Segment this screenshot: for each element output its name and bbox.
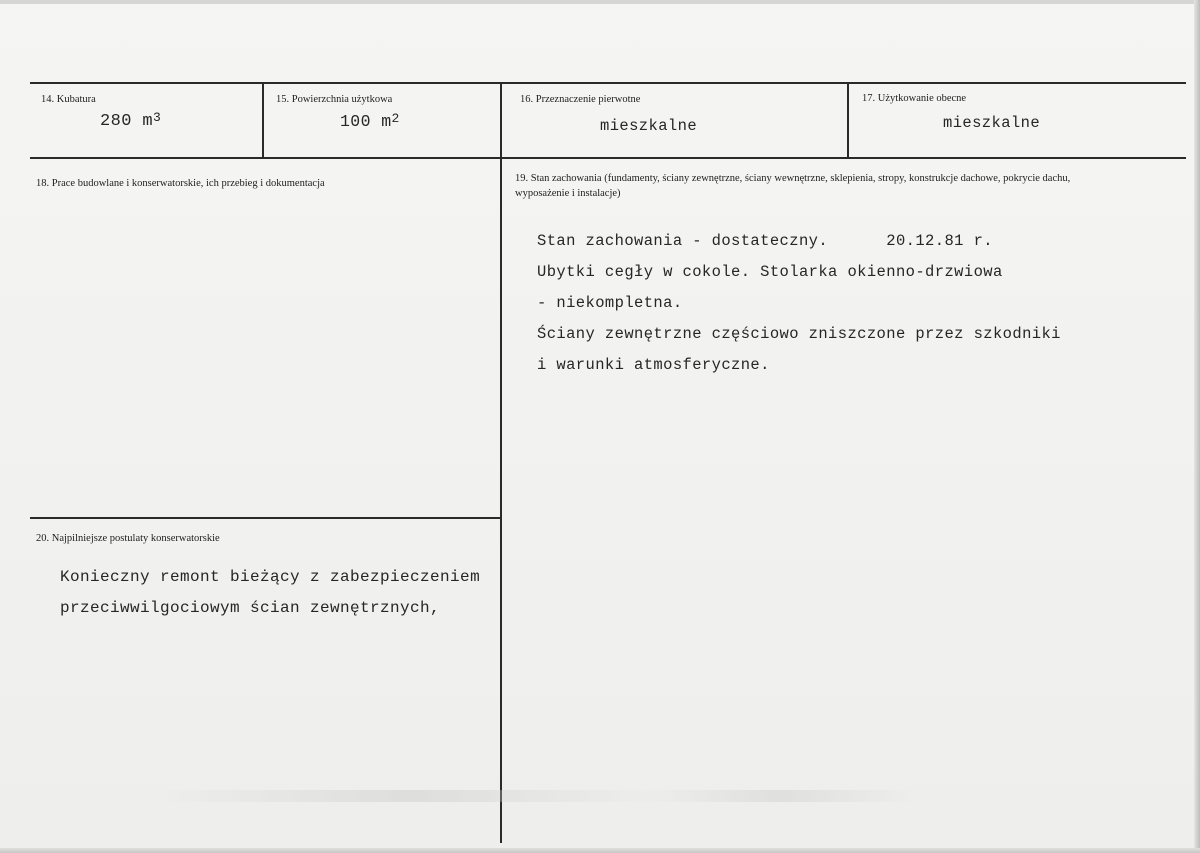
grid-line-box18-bottom [30,517,500,519]
field-14-label: 14. Kubatura [41,94,96,105]
field-20-text [60,562,480,624]
grid-line-top [30,82,1186,84]
field-19-text [537,226,1061,381]
field-19-line: Stan zachowania - dostateczny. 20.12.81 r. [537,232,993,250]
field-19-label: 19. Stan zachowania (fundamenty, ściany zewnętrzne, ściany wewnętrzne, sklepienia, stropy, konstrukcje dachowe, pokrycie dachu, wyposażenie i instalacje) [515,173,1071,199]
field-19-line: i warunki atmosferyczne. [537,356,770,374]
field-17-value: mieszkalne [943,114,1041,132]
field-15-value [340,112,400,131]
card-edge-bottom [0,848,1200,853]
field-15-value-text: 100 m [340,112,392,131]
field-20-line: przeciwwilgociowym ścian zewnętrznych, [60,599,441,617]
field-19-line: Ubytki cegły w cokole. Stolarka okienno-drzwiowa [537,263,1003,281]
field-19-line: - niekompletna. [537,294,683,312]
field-14-value [100,112,161,131]
field-15-label: 15. Powierzchnia użytkowa [276,94,393,105]
field-14-unit-exponent: 3 [153,110,162,125]
grid-line-v2 [500,83,502,843]
field-19-line: Ściany zewnętrzne częściowo zniszczone przez szkodniki [537,325,1061,343]
show-through-smudge [640,790,920,802]
field-18-label: 18. Prace budowlane i konserwatorskie, ich przebieg i dokumentacja [36,178,325,189]
grid-line-v3 [847,83,849,158]
field-17-label: 17. Użytkowanie obecne [862,93,967,104]
grid-line-v1 [262,83,264,158]
show-through-smudge [150,790,670,802]
field-16-label: 16. Przeznaczenie pierwotne [520,94,641,105]
field-20-line: Konieczny remont bieżący z zabezpieczeniem [60,568,481,586]
field-14-value-text: 280 m [100,112,154,131]
field-15-unit-exponent: 2 [391,111,400,126]
card-edge-top [0,0,1200,4]
field-20-label: 20. Najpilniejsze postulaty konserwatorskie [36,533,220,544]
field-16-value: mieszkalne [600,117,698,135]
grid-line-row1-bottom [30,157,1186,159]
card-edge-right [1194,0,1200,853]
